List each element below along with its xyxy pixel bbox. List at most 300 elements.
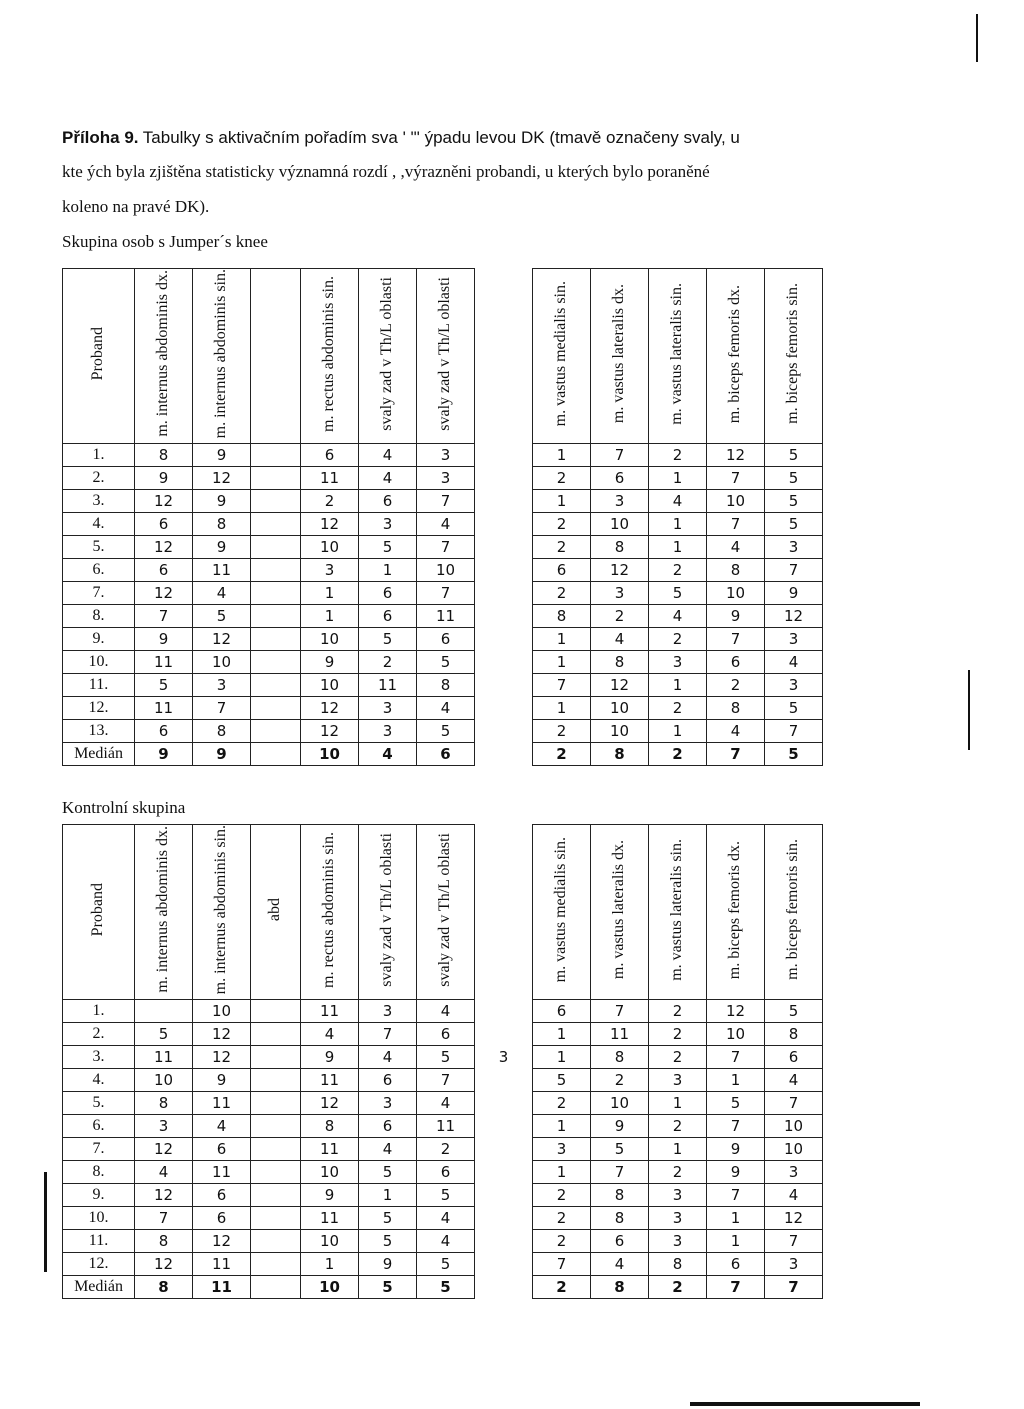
proband-label: Medián xyxy=(63,743,135,766)
column-header xyxy=(63,825,135,1000)
table-cell: 6 xyxy=(417,743,475,766)
table-cell: 10 xyxy=(707,1023,765,1046)
table-cell: 4 xyxy=(193,1115,251,1138)
table-cell: 12 xyxy=(193,628,251,651)
proband-label: 6. xyxy=(63,1115,135,1138)
table-cell: 5 xyxy=(649,582,707,605)
table-cell: 11 xyxy=(193,1276,251,1299)
table-cell: 3 xyxy=(301,559,359,582)
table-cell: 5 xyxy=(417,1276,475,1299)
table-row xyxy=(63,513,823,536)
table-cell: 4 xyxy=(193,582,251,605)
table-cell: 9 xyxy=(193,444,251,467)
table-cell: 6 xyxy=(193,1184,251,1207)
table-cell: 1 xyxy=(533,1115,591,1138)
column-header-label: svaly zad v Th/L oblasti xyxy=(436,276,454,431)
table-row xyxy=(63,720,823,743)
proband-label: 2. xyxy=(63,467,135,490)
table-cell: 8 xyxy=(591,651,649,674)
table-cell: 12 xyxy=(301,1092,359,1115)
table-row xyxy=(63,444,823,467)
table-cell: 1 xyxy=(649,1092,707,1115)
table-cell xyxy=(251,1253,301,1276)
table-cell: 5 xyxy=(765,697,823,720)
proband-label: 12. xyxy=(63,1253,135,1276)
table-cell: 10 xyxy=(417,559,475,582)
table-cell: 11 xyxy=(301,1069,359,1092)
table-cell xyxy=(475,697,533,720)
table-cell: 10 xyxy=(193,651,251,674)
table-cell: 12 xyxy=(301,720,359,743)
proband-label: 2. xyxy=(63,1023,135,1046)
table-cell xyxy=(251,559,301,582)
table-cell: 3 xyxy=(765,1253,823,1276)
table-cell: 9 xyxy=(135,628,193,651)
table-cell: 2 xyxy=(533,536,591,559)
table-cell: 6 xyxy=(135,513,193,536)
table-cell xyxy=(251,1230,301,1253)
table-cell: 11 xyxy=(301,1000,359,1023)
table-cell: 7 xyxy=(765,1230,823,1253)
table-cell: 6 xyxy=(301,444,359,467)
table-cell: 7 xyxy=(417,1069,475,1092)
table-cell: 3 xyxy=(359,697,417,720)
table-cell: 10 xyxy=(301,674,359,697)
table-row xyxy=(63,490,823,513)
table-cell xyxy=(251,1000,301,1023)
table-cell xyxy=(475,1253,533,1276)
table-cell: 12 xyxy=(707,1000,765,1023)
table-cell: 3 xyxy=(533,1138,591,1161)
table-row xyxy=(63,1000,823,1023)
table-cell: 3 xyxy=(359,513,417,536)
table-cell: 7 xyxy=(765,1276,823,1299)
proband-label: 3. xyxy=(63,1046,135,1069)
table-cell: 6 xyxy=(193,1138,251,1161)
table-cell: 7 xyxy=(707,1276,765,1299)
table-cell xyxy=(475,444,533,467)
table-cell: 1 xyxy=(707,1069,765,1092)
table-cell xyxy=(135,1000,193,1023)
column-header xyxy=(591,825,649,1000)
proband-label: Medián xyxy=(63,1276,135,1299)
column-header-label: svaly zad v Th/L oblasti xyxy=(436,832,454,987)
table-row xyxy=(63,674,823,697)
table-cell: 1 xyxy=(301,605,359,628)
table-cell: 5 xyxy=(417,1253,475,1276)
table-cell: 1 xyxy=(533,1046,591,1069)
table-cell: 3 xyxy=(591,490,649,513)
proband-label: 5. xyxy=(63,536,135,559)
table-cell: 5 xyxy=(135,1023,193,1046)
table-cell: 4 xyxy=(417,1230,475,1253)
table-cell: 5 xyxy=(765,743,823,766)
table-cell: 4 xyxy=(359,1138,417,1161)
table-cell: 6 xyxy=(359,490,417,513)
table-cell: 7 xyxy=(533,674,591,697)
table-cell: 7 xyxy=(591,444,649,467)
table-row xyxy=(63,1069,823,1092)
table-cell: 11 xyxy=(301,1138,359,1161)
table-cell: 7 xyxy=(707,628,765,651)
table-cell: 7 xyxy=(707,1184,765,1207)
table-cell xyxy=(475,467,533,490)
table-cell: 4 xyxy=(649,490,707,513)
table-cell: 4 xyxy=(591,1253,649,1276)
table-row xyxy=(63,651,823,674)
table-cell: 1 xyxy=(707,1230,765,1253)
table-cell: 12 xyxy=(301,697,359,720)
table-cell: 2 xyxy=(533,513,591,536)
table-cell: 3 xyxy=(193,674,251,697)
table-cell xyxy=(475,513,533,536)
table-cell: 12 xyxy=(591,674,649,697)
table-cell xyxy=(475,536,533,559)
table-cell: 2 xyxy=(707,674,765,697)
table-cell: 8 xyxy=(135,1276,193,1299)
table-cell: 3 xyxy=(135,1115,193,1138)
column-header xyxy=(475,269,533,444)
table-cell: 9 xyxy=(301,1184,359,1207)
table-cell xyxy=(475,1276,533,1299)
table-cell: 12 xyxy=(135,1138,193,1161)
median-row xyxy=(63,743,823,766)
table-cell: 2 xyxy=(649,628,707,651)
table-cell xyxy=(251,1092,301,1115)
table-cell: 4 xyxy=(417,1207,475,1230)
table-cell: 11 xyxy=(135,651,193,674)
group1-title: Skupina osob s Jumper´s knee xyxy=(62,232,268,251)
table-cell: 1 xyxy=(533,628,591,651)
table-cell: 8 xyxy=(135,444,193,467)
table-cell: 8 xyxy=(649,1253,707,1276)
table-cell xyxy=(475,582,533,605)
table-cell: 2 xyxy=(649,559,707,582)
group2-title: Kontrolní skupina xyxy=(62,798,186,817)
table-cell xyxy=(251,1115,301,1138)
table-cell: 10 xyxy=(765,1138,823,1161)
table-cell: 12 xyxy=(193,1230,251,1253)
table-cell: 10 xyxy=(301,1230,359,1253)
proband-label: 7. xyxy=(63,1138,135,1161)
table-cell: 6 xyxy=(135,720,193,743)
proband-label: 10. xyxy=(63,651,135,674)
proband-label: 12. xyxy=(63,697,135,720)
table-cell xyxy=(251,1138,301,1161)
table-cell: 12 xyxy=(707,444,765,467)
table-cell: 6 xyxy=(417,1023,475,1046)
table-cell: 3 xyxy=(498,1048,509,1067)
table-cell: 7 xyxy=(707,1046,765,1069)
table-cell: 10 xyxy=(591,513,649,536)
column-header xyxy=(251,269,301,444)
proband-label: 4. xyxy=(63,513,135,536)
proband-label: 8. xyxy=(63,605,135,628)
column-header-label: m. internus abdominis dx. xyxy=(154,826,172,993)
column-header-label: m. vastus lateralis sin. xyxy=(668,838,686,981)
table-cell: 9 xyxy=(707,1161,765,1184)
table-cell: 5 xyxy=(417,651,475,674)
table-cell: 9 xyxy=(193,490,251,513)
table-cell: 2 xyxy=(533,1207,591,1230)
table-row xyxy=(63,605,823,628)
table-cell: 10 xyxy=(591,697,649,720)
table-cell: 1 xyxy=(649,513,707,536)
column-header-label: m. rectus abdominis sin. xyxy=(320,831,338,988)
table-cell: 5 xyxy=(359,536,417,559)
table-cell: 8 xyxy=(591,1276,649,1299)
table-cell: 8 xyxy=(135,1092,193,1115)
table-cell: 10 xyxy=(135,1069,193,1092)
table-cell xyxy=(251,628,301,651)
table-cell: 7 xyxy=(707,513,765,536)
table-cell xyxy=(251,720,301,743)
table-cell: 2 xyxy=(649,1115,707,1138)
table-cell: 1 xyxy=(533,1023,591,1046)
table-cell: 5 xyxy=(765,490,823,513)
table-row xyxy=(63,559,823,582)
table-cell: 9 xyxy=(193,1069,251,1092)
caption-text: Tabulky s aktivačním pořadím sva ' "' ýpadu levou DK (tmavě označeny svaly, u xyxy=(142,128,740,147)
table-cell: 7 xyxy=(359,1023,417,1046)
table-cell: 11 xyxy=(417,1115,475,1138)
table-cell xyxy=(475,1000,533,1023)
table-cell: 1 xyxy=(649,720,707,743)
table-cell: 4 xyxy=(359,743,417,766)
table-cell: 12 xyxy=(591,559,649,582)
table-cell: 3 xyxy=(359,720,417,743)
table-cell: 3 xyxy=(765,628,823,651)
table-cell: 9 xyxy=(193,743,251,766)
table-cell: 12 xyxy=(135,1253,193,1276)
table-cell: 3 xyxy=(649,1184,707,1207)
table-cell: 1 xyxy=(533,651,591,674)
table-cell: 5 xyxy=(359,1276,417,1299)
table-cell xyxy=(475,720,533,743)
table-cell xyxy=(251,674,301,697)
table-row xyxy=(63,1138,823,1161)
table-cell: 11 xyxy=(193,1253,251,1276)
table-cell: 6 xyxy=(359,605,417,628)
column-header xyxy=(417,825,475,1000)
table-cell: 2 xyxy=(533,1276,591,1299)
table-cell: 5 xyxy=(591,1138,649,1161)
table-cell xyxy=(475,490,533,513)
table-cell: 8 xyxy=(591,1207,649,1230)
column-header xyxy=(359,825,417,1000)
table-cell: 4 xyxy=(417,1000,475,1023)
table-cell: 12 xyxy=(193,467,251,490)
table-cell: 2 xyxy=(359,651,417,674)
table-cell xyxy=(251,582,301,605)
table-cell: 4 xyxy=(591,628,649,651)
table-cell: 2 xyxy=(533,1092,591,1115)
table-cell: 3 xyxy=(591,582,649,605)
table-cell: 5 xyxy=(417,720,475,743)
table-cell xyxy=(475,1092,533,1115)
table-row xyxy=(63,1046,823,1069)
table-cell: 6 xyxy=(533,1000,591,1023)
table-cell: 8 xyxy=(301,1115,359,1138)
table-cell: 8 xyxy=(417,674,475,697)
table-cell: 3 xyxy=(649,1230,707,1253)
table-cell: 12 xyxy=(193,1046,251,1069)
column-header-label: m. internus abdominis sin. xyxy=(212,269,230,439)
table-cell: 9 xyxy=(135,467,193,490)
table-cell: 9 xyxy=(301,651,359,674)
caption-line-3: koleno na pravé DK). xyxy=(62,197,210,216)
table-cell: 10 xyxy=(301,536,359,559)
table-cell: 2 xyxy=(649,1161,707,1184)
table-cell: 3 xyxy=(417,467,475,490)
table-cell: 7 xyxy=(135,1207,193,1230)
table-cell: 1 xyxy=(301,582,359,605)
proband-label: 1. xyxy=(63,444,135,467)
table-cell: 7 xyxy=(765,559,823,582)
table-cell: 2 xyxy=(649,1023,707,1046)
table-cell: 1 xyxy=(359,1184,417,1207)
table-cell: 10 xyxy=(591,1092,649,1115)
table-cell xyxy=(251,697,301,720)
table-cell: 3 xyxy=(649,651,707,674)
column-header xyxy=(649,825,707,1000)
margin-mark xyxy=(44,1172,47,1272)
table-cell: 2 xyxy=(533,467,591,490)
table-cell: 7 xyxy=(765,720,823,743)
table-cell: 2 xyxy=(649,697,707,720)
caption-label: Příloha 9. xyxy=(62,128,139,147)
table-cell: 7 xyxy=(533,1253,591,1276)
column-header xyxy=(193,825,251,1000)
table-cell: 9 xyxy=(707,605,765,628)
group2-table xyxy=(62,824,823,1299)
table-cell: 9 xyxy=(591,1115,649,1138)
table-cell xyxy=(475,1230,533,1253)
table-cell: 10 xyxy=(301,743,359,766)
table-cell: 4 xyxy=(707,720,765,743)
column-header xyxy=(649,269,707,444)
table-cell xyxy=(251,651,301,674)
table-row xyxy=(63,536,823,559)
table-cell: 6 xyxy=(417,1161,475,1184)
table-cell: 5 xyxy=(765,1000,823,1023)
column-header-label: m. vastus medialis sin. xyxy=(552,281,570,427)
table-cell xyxy=(251,444,301,467)
table-cell: 5 xyxy=(135,674,193,697)
table-cell: 6 xyxy=(765,1046,823,1069)
table-cell: 6 xyxy=(135,559,193,582)
column-header-label: m. biceps femoris dx. xyxy=(726,284,744,423)
table-cell: 11 xyxy=(359,674,417,697)
table-row xyxy=(63,1207,823,1230)
table-cell: 7 xyxy=(591,1161,649,1184)
table-cell: 12 xyxy=(135,490,193,513)
table-row xyxy=(63,1184,823,1207)
table-cell: 10 xyxy=(301,1276,359,1299)
caption-line-2: kte ých byla zjištěna statisticky významná rozdí , ,výrazněni probandi, u kterých bylo poraněné xyxy=(62,162,710,181)
table-cell: 8 xyxy=(193,513,251,536)
table-cell: 1 xyxy=(359,559,417,582)
table-cell xyxy=(475,1069,533,1092)
table-cell: 9 xyxy=(359,1253,417,1276)
table-row xyxy=(63,1230,823,1253)
table-cell: 12 xyxy=(301,513,359,536)
table-cell: 5 xyxy=(359,628,417,651)
table-cell: 8 xyxy=(707,697,765,720)
table-cell: 1 xyxy=(649,467,707,490)
proband-label: 7. xyxy=(63,582,135,605)
table-cell: 2 xyxy=(533,582,591,605)
table-row xyxy=(63,1092,823,1115)
proband-label: 4. xyxy=(63,1069,135,1092)
table-cell xyxy=(475,1115,533,1138)
table-cell: 12 xyxy=(765,605,823,628)
table-cell: 12 xyxy=(193,1023,251,1046)
column-header xyxy=(417,269,475,444)
table-cell: 4 xyxy=(765,1184,823,1207)
table-cell: 10 xyxy=(193,1000,251,1023)
table-cell xyxy=(475,651,533,674)
table-cell: 6 xyxy=(707,651,765,674)
column-header xyxy=(591,269,649,444)
table-cell: 8 xyxy=(591,1184,649,1207)
table-cell: 8 xyxy=(193,720,251,743)
column-header xyxy=(765,269,823,444)
table-cell: 5 xyxy=(193,605,251,628)
table-cell: 1 xyxy=(533,697,591,720)
column-header xyxy=(301,269,359,444)
table-cell: 1 xyxy=(301,1253,359,1276)
table-cell xyxy=(251,605,301,628)
table-cell: 11 xyxy=(417,605,475,628)
column-header xyxy=(359,269,417,444)
margin-mark xyxy=(690,1402,920,1406)
table-cell: 7 xyxy=(193,697,251,720)
table-cell: 7 xyxy=(417,582,475,605)
table-cell: 5 xyxy=(707,1092,765,1115)
table-cell: 3 xyxy=(649,1207,707,1230)
table-cell: 9 xyxy=(135,743,193,766)
margin-mark xyxy=(976,14,978,62)
proband-label: 10. xyxy=(63,1207,135,1230)
table-cell: 8 xyxy=(591,743,649,766)
column-header-label: m. internus abdominis sin. xyxy=(212,825,230,995)
table-cell: 7 xyxy=(417,490,475,513)
table-cell xyxy=(251,513,301,536)
proband-label: 1. xyxy=(63,1000,135,1023)
table-cell: 7 xyxy=(765,1092,823,1115)
table-cell: 5 xyxy=(765,513,823,536)
proband-label: 8. xyxy=(63,1161,135,1184)
table-cell: 11 xyxy=(135,1046,193,1069)
table-cell xyxy=(475,674,533,697)
table-cell: 11 xyxy=(301,467,359,490)
table-cell: 10 xyxy=(707,582,765,605)
table-cell: 3 xyxy=(417,444,475,467)
table-cell: 7 xyxy=(707,743,765,766)
table-cell xyxy=(475,1161,533,1184)
table-cell: 6 xyxy=(417,628,475,651)
column-header xyxy=(63,269,135,444)
table-cell: 4 xyxy=(359,1046,417,1069)
proband-label: 6. xyxy=(63,559,135,582)
table-cell: 4 xyxy=(359,444,417,467)
table-cell xyxy=(251,536,301,559)
table-cell: 8 xyxy=(707,559,765,582)
proband-label: 11. xyxy=(63,1230,135,1253)
table-cell: 3 xyxy=(765,536,823,559)
table-cell: 1 xyxy=(649,1138,707,1161)
